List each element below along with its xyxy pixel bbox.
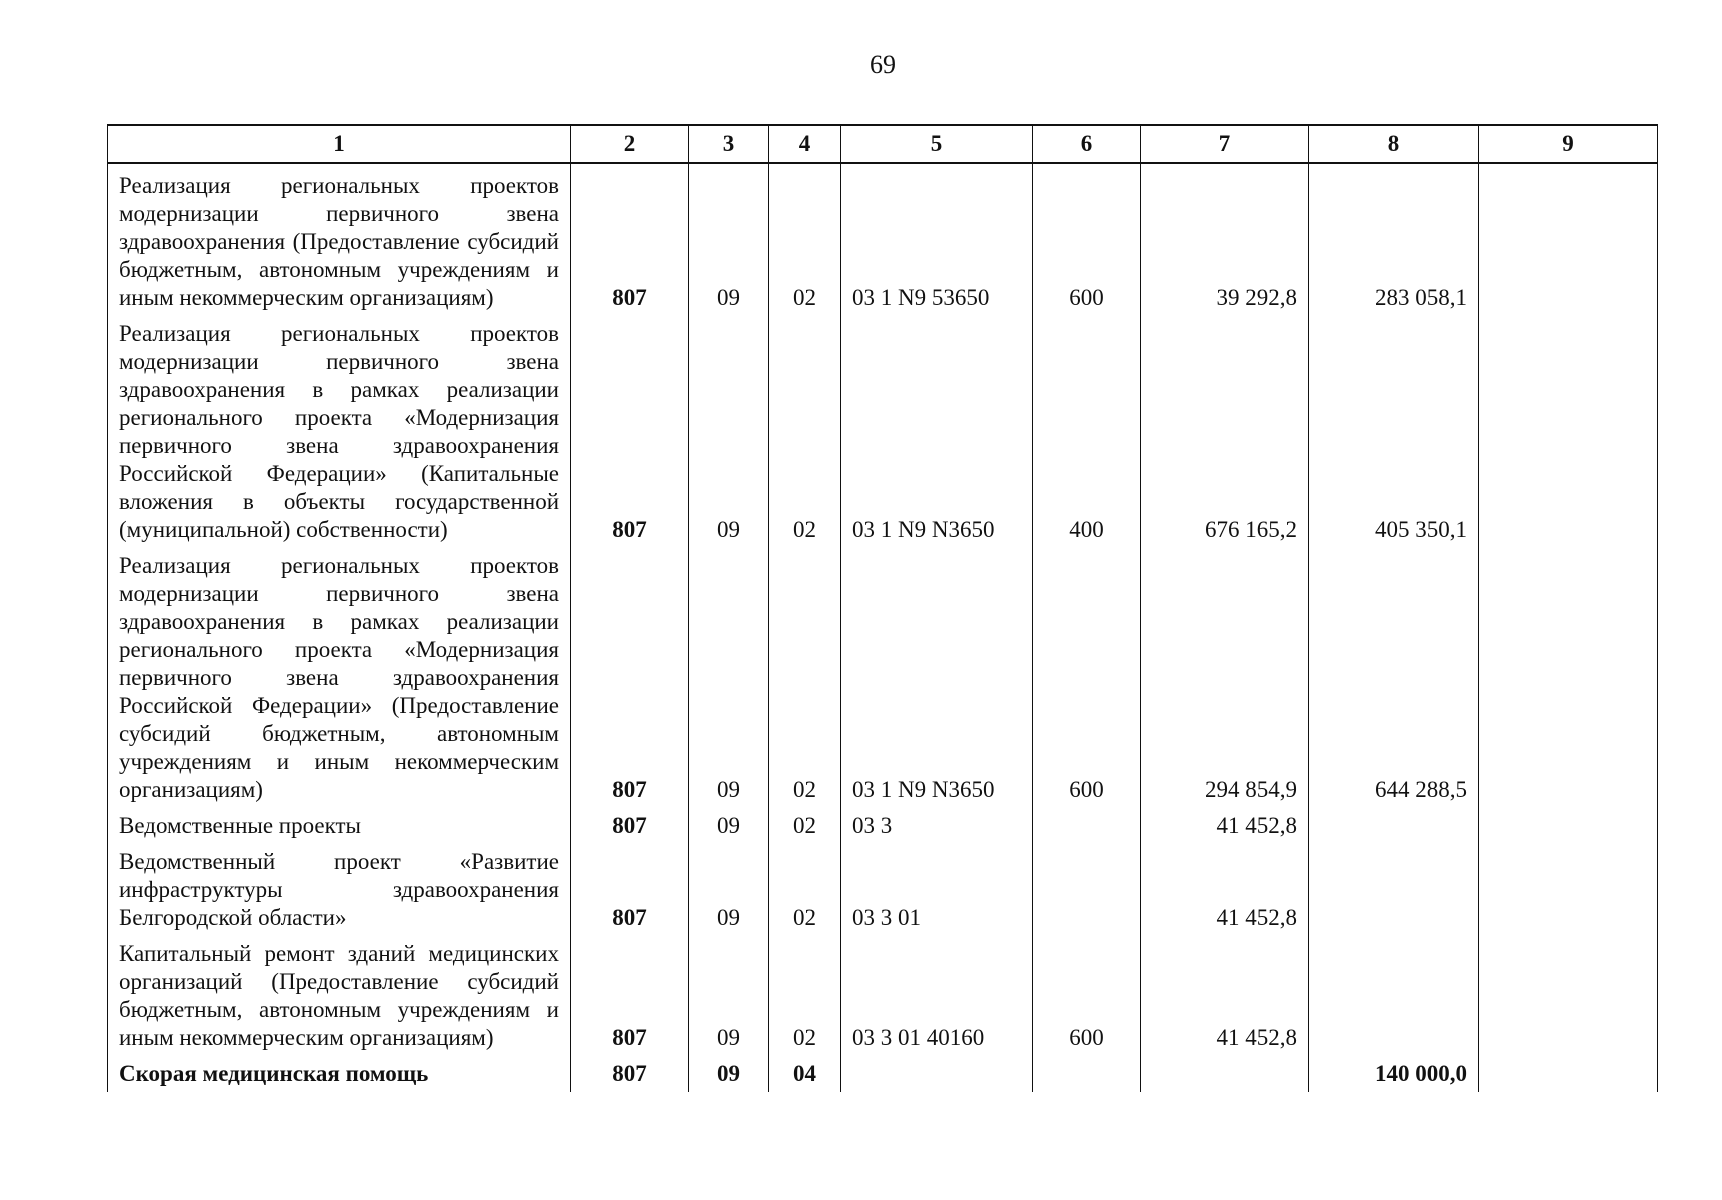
row-section: 09: [689, 932, 769, 1052]
row-admin-code: 807: [571, 1052, 689, 1092]
row-sum-col8: 283 058,1: [1309, 163, 1479, 312]
table-row: [108, 840, 1658, 932]
row-admin-code: 807: [571, 840, 689, 932]
row-expense-type: [1033, 840, 1141, 932]
header-col-5: 5: [841, 125, 1033, 163]
row-section: 09: [689, 804, 769, 840]
header-col-1: 1: [108, 125, 571, 163]
row-subsection: 02: [769, 804, 841, 840]
row-target-article: 03 3: [841, 804, 1033, 840]
row-sum-col7: 41 452,8: [1141, 840, 1309, 932]
table-row: [108, 804, 1658, 840]
row-name: Ведомственный проект «Развитие инфраструктуры здравоохранения Белгородской области»: [108, 840, 571, 932]
row-sum-col7: 676 165,2: [1141, 312, 1309, 544]
row-sum-col8: 644 288,5: [1309, 544, 1479, 804]
row-expense-type: 600: [1033, 544, 1141, 804]
row-expense-type: [1033, 804, 1141, 840]
row-sum-col9: [1479, 544, 1658, 804]
row-admin-code: 807: [571, 544, 689, 804]
header-col-9: 9: [1479, 125, 1658, 163]
row-name: Капитальный ремонт зданий медицинских организаций (Предоставление субсидий бюджетным, автономным учреждениям и иным некоммерческим организациям): [108, 932, 571, 1052]
row-sum-col8: 405 350,1: [1309, 312, 1479, 544]
row-sum-col9: [1479, 932, 1658, 1052]
row-section: 09: [689, 312, 769, 544]
row-target-article: 03 3 01 40160: [841, 932, 1033, 1052]
row-target-article: 03 1 N9 N3650: [841, 544, 1033, 804]
row-admin-code: 807: [571, 163, 689, 312]
row-sum-col8: [1309, 840, 1479, 932]
row-section: 09: [689, 163, 769, 312]
row-sum-col7: 41 452,8: [1141, 804, 1309, 840]
table-row: [108, 1052, 1658, 1092]
table-row: [108, 312, 1658, 544]
row-sum-col9: [1479, 1052, 1658, 1092]
table-row: [108, 932, 1658, 1052]
header-col-4: 4: [769, 125, 841, 163]
row-admin-code: 807: [571, 804, 689, 840]
row-target-article: [841, 1052, 1033, 1092]
header-col-6: 6: [1033, 125, 1141, 163]
row-sum-col9: [1479, 804, 1658, 840]
row-sum-col7: [1141, 1052, 1309, 1092]
header-col-7: 7: [1141, 125, 1309, 163]
row-sum-col8: 140 000,0: [1309, 1052, 1479, 1092]
page-number: 69: [870, 50, 896, 79]
row-subsection: 02: [769, 840, 841, 932]
row-sum-col7: 41 452,8: [1141, 932, 1309, 1052]
table-row: [108, 163, 1658, 312]
header-col-3: 3: [689, 125, 769, 163]
row-sum-col8: [1309, 932, 1479, 1052]
row-expense-type: 600: [1033, 932, 1141, 1052]
row-subsection: 02: [769, 312, 841, 544]
header-col-8: 8: [1309, 125, 1479, 163]
row-section: 09: [689, 840, 769, 932]
row-expense-type: [1033, 1052, 1141, 1092]
row-name: Реализация региональных проектов модернизации первичного звена здравоохранения (Предоставление субсидий бюджетным, автономным учреждениям и иным некоммерческим организациям): [108, 163, 571, 312]
budget-table: [107, 124, 1658, 1092]
row-sum-col9: [1479, 312, 1658, 544]
row-name: Реализация региональных проектов модернизации первичного звена здравоохранения в рамках реализации регионального проекта «Модернизация первичного звена здравоохранения Российской Федерации» (Капитальные вложения в объекты государственной (муниципальной) собственности): [108, 312, 571, 544]
table-row: [108, 544, 1658, 804]
row-expense-type: 400: [1033, 312, 1141, 544]
row-name: Скорая медицинская помощь: [108, 1052, 571, 1092]
row-admin-code: 807: [571, 932, 689, 1052]
row-sum-col7: 39 292,8: [1141, 163, 1309, 312]
row-target-article: 03 1 N9 53650: [841, 163, 1033, 312]
row-sum-col8: [1309, 804, 1479, 840]
row-name: Ведомственные проекты: [108, 804, 571, 840]
row-target-article: 03 1 N9 N3650: [841, 312, 1033, 544]
row-sum-col9: [1479, 163, 1658, 312]
row-subsection: 02: [769, 163, 841, 312]
row-section: 09: [689, 544, 769, 804]
row-admin-code: 807: [571, 312, 689, 544]
row-subsection: 04: [769, 1052, 841, 1092]
row-target-article: 03 3 01: [841, 840, 1033, 932]
header-col-2: 2: [571, 125, 689, 163]
header-row: [108, 125, 1658, 163]
row-name: Реализация региональных проектов модернизации первичного звена здравоохранения в рамках реализации регионального проекта «Модернизация первичного звена здравоохранения Российской Федерации» (Предоставление субсидий бюджетным, автономным учреждениям и иным некоммерческим организациям): [108, 544, 571, 804]
row-sum-col7: 294 854,9: [1141, 544, 1309, 804]
row-expense-type: 600: [1033, 163, 1141, 312]
row-subsection: 02: [769, 544, 841, 804]
row-subsection: 02: [769, 932, 841, 1052]
row-sum-col9: [1479, 840, 1658, 932]
row-section: 09: [689, 1052, 769, 1092]
